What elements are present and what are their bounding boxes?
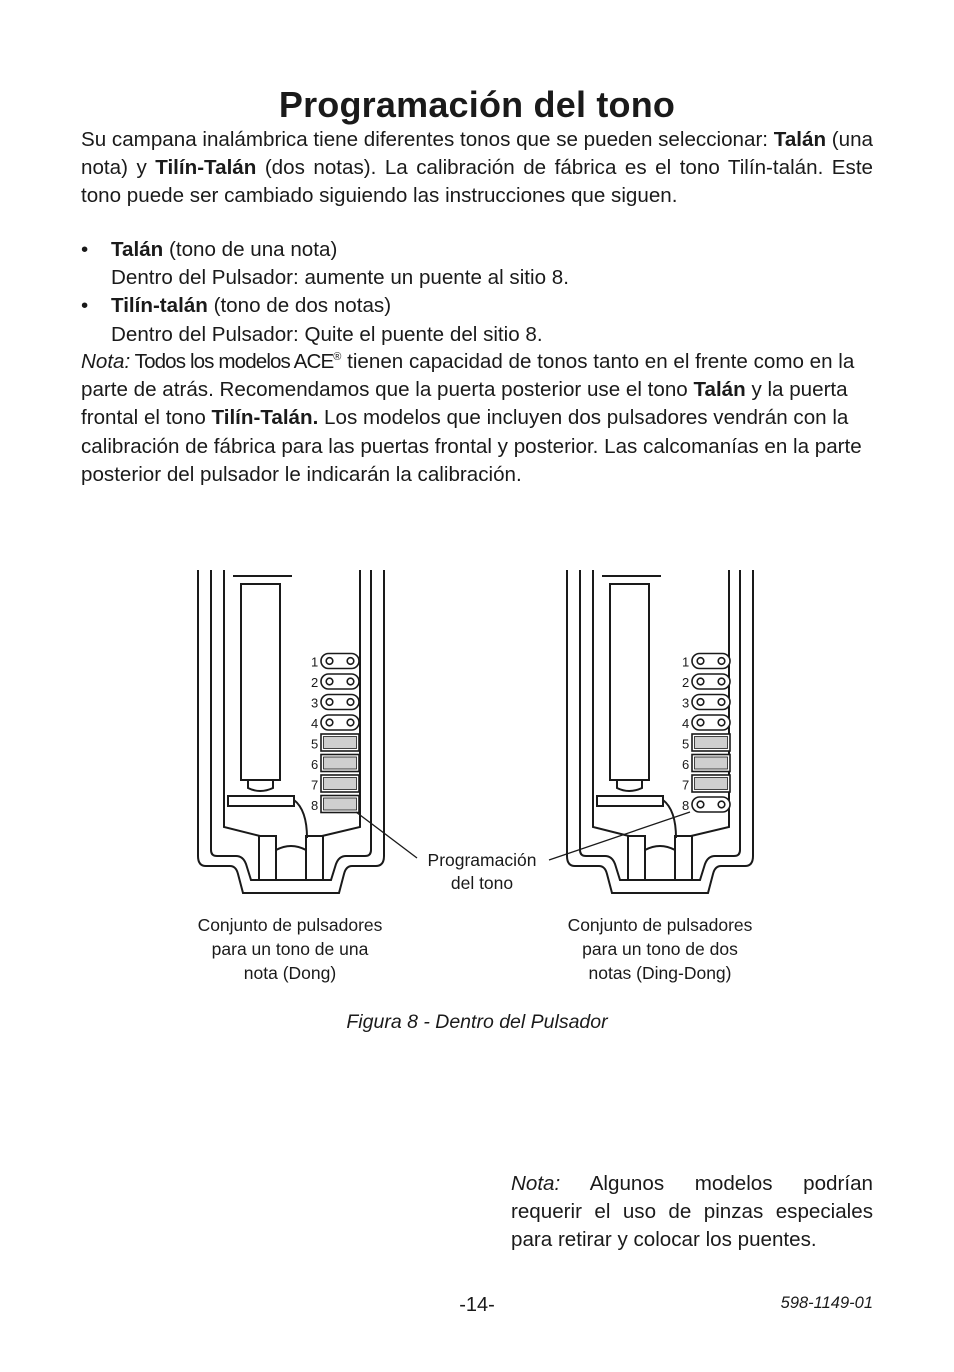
note-text-2: y la puerta frontal el tono (81, 378, 848, 430)
note-text-3: Los modelos que incluyen dos pulsadores vendrán con la calibración de fábrica para las puertas frontal y posterior. Las calcomanías en la parte posterior del pulsador le indicarán la calibración. (81, 406, 862, 486)
jumper-block-fill (324, 798, 357, 810)
jumper-block-fill (324, 757, 357, 769)
page-title: Programación del tono (278, 84, 676, 125)
intro-bold-tilin-talan: Tilín-Talán (155, 156, 257, 180)
bullet-rest: (tono de dos notas) (207, 294, 392, 318)
site-number: 5 (682, 736, 690, 752)
document-code: 598-1149-01 (780, 1294, 873, 1312)
note-paragraph (81, 348, 873, 489)
note-lead: Todos los modelos ACE (130, 350, 334, 373)
left-assembly-caption (160, 913, 420, 985)
site-number: 1 (311, 654, 319, 670)
note-text-1: tienen capacidad de tonos tanto en el frente como en la parte de atrás. Recomendamos que la puerta posterior use el tono (81, 350, 855, 402)
pin (697, 678, 704, 685)
jumper-block-fill (695, 737, 728, 749)
pin (718, 658, 725, 665)
site-number: 5 (311, 736, 319, 752)
site-number: 4 (311, 716, 319, 731)
pin (718, 719, 725, 726)
bullet-detail: Dentro del Pulsador: Quite el puente del sitio 8. (111, 322, 543, 346)
jumper-block-fill (695, 757, 728, 769)
pin (347, 699, 354, 706)
intro-bold-talan: Talán (773, 128, 827, 151)
pushbutton-figure (0, 560, 954, 910)
pin (697, 801, 704, 808)
pin (347, 658, 354, 665)
note-label: Nota: (81, 350, 131, 373)
site-number: 7 (682, 777, 690, 793)
side-note-text: Algunos modelos podrían requerir el uso de pinzas especiales para retirar y colocar los puentes. (511, 1172, 873, 1252)
pin (347, 678, 354, 685)
pin (326, 699, 333, 706)
site-number: 7 (311, 777, 319, 793)
bullet-rest: (tono de una nota) (163, 238, 338, 261)
bullet-bold: Tilín-talán (111, 294, 208, 318)
intro-text-1: Su campana inalámbrica tiene diferentes tonos que se pueden seleccionar: (81, 128, 774, 151)
intro-text-3: (dos notas). La calibración de fábrica es el tono Tilín-talán. Este tono puede ser cambiado siguiendo las instrucciones que siguen. (81, 156, 873, 208)
left-caption-line: nota (Dong) (243, 963, 337, 983)
site-number: 4 (682, 716, 690, 731)
site-number: 6 (682, 757, 690, 772)
figure-caption: Figura 8 - Dentro del Pulsador (346, 1011, 608, 1033)
site-number: 3 (311, 695, 319, 711)
pin (326, 719, 333, 726)
side-note (511, 1170, 873, 1255)
jumper-block-fill (324, 778, 357, 790)
left-caption-line: para un tono de una (211, 939, 369, 959)
pin (718, 699, 725, 706)
callout-label-line1: Programación (427, 850, 537, 870)
pushbutton-one-note-diagram (198, 570, 384, 893)
bullet-item-talan (81, 236, 873, 292)
pin (718, 801, 725, 808)
pin (347, 719, 354, 726)
pin (326, 658, 333, 665)
registered-mark: ® (333, 351, 342, 364)
site-number: 2 (682, 675, 690, 690)
site-number: 2 (311, 675, 319, 690)
side-note-label: Nota: (511, 1172, 561, 1195)
right-caption-line: Conjunto de pulsadores (567, 915, 753, 935)
jumper-block-fill (695, 778, 728, 790)
site-number: 8 (682, 798, 690, 813)
callout-label-line2: del tono (450, 873, 514, 893)
bullet-marker: • (81, 294, 89, 318)
bullet-list (81, 236, 873, 349)
callout-line-left (356, 812, 417, 858)
pin (697, 658, 704, 665)
jumper-block-fill (324, 737, 357, 749)
bullet-marker: • (81, 238, 89, 261)
site-number: 3 (682, 695, 690, 711)
page-number: -14- (459, 1294, 495, 1316)
jumper-sites-left (311, 654, 359, 814)
intro-text-2: (una nota) y (81, 128, 873, 180)
site-number: 1 (682, 654, 690, 670)
note-bold-tilin-talan: Tilín-Talán. (211, 406, 319, 430)
pin (697, 699, 704, 706)
right-caption-line: para un tono de dos (582, 939, 738, 959)
site-number: 6 (311, 757, 319, 772)
bullet-detail: Dentro del Pulsador: aumente un puente al sitio 8. (111, 266, 569, 290)
right-assembly-caption (530, 913, 790, 985)
note-bold-talan: Talán (693, 378, 746, 402)
left-caption-line: Conjunto de pulsadores (197, 915, 383, 935)
pin (326, 678, 333, 685)
pin (697, 719, 704, 726)
site-number: 8 (311, 798, 319, 813)
intro-paragraph (81, 126, 873, 211)
bullet-bold: Talán (111, 238, 164, 261)
callout-line-right (549, 812, 690, 860)
bullet-item-tilin-talan (81, 292, 873, 348)
right-caption-line: notas (Ding-Dong) (588, 963, 732, 983)
jumper-sites-right (682, 654, 730, 814)
pin (718, 678, 725, 685)
